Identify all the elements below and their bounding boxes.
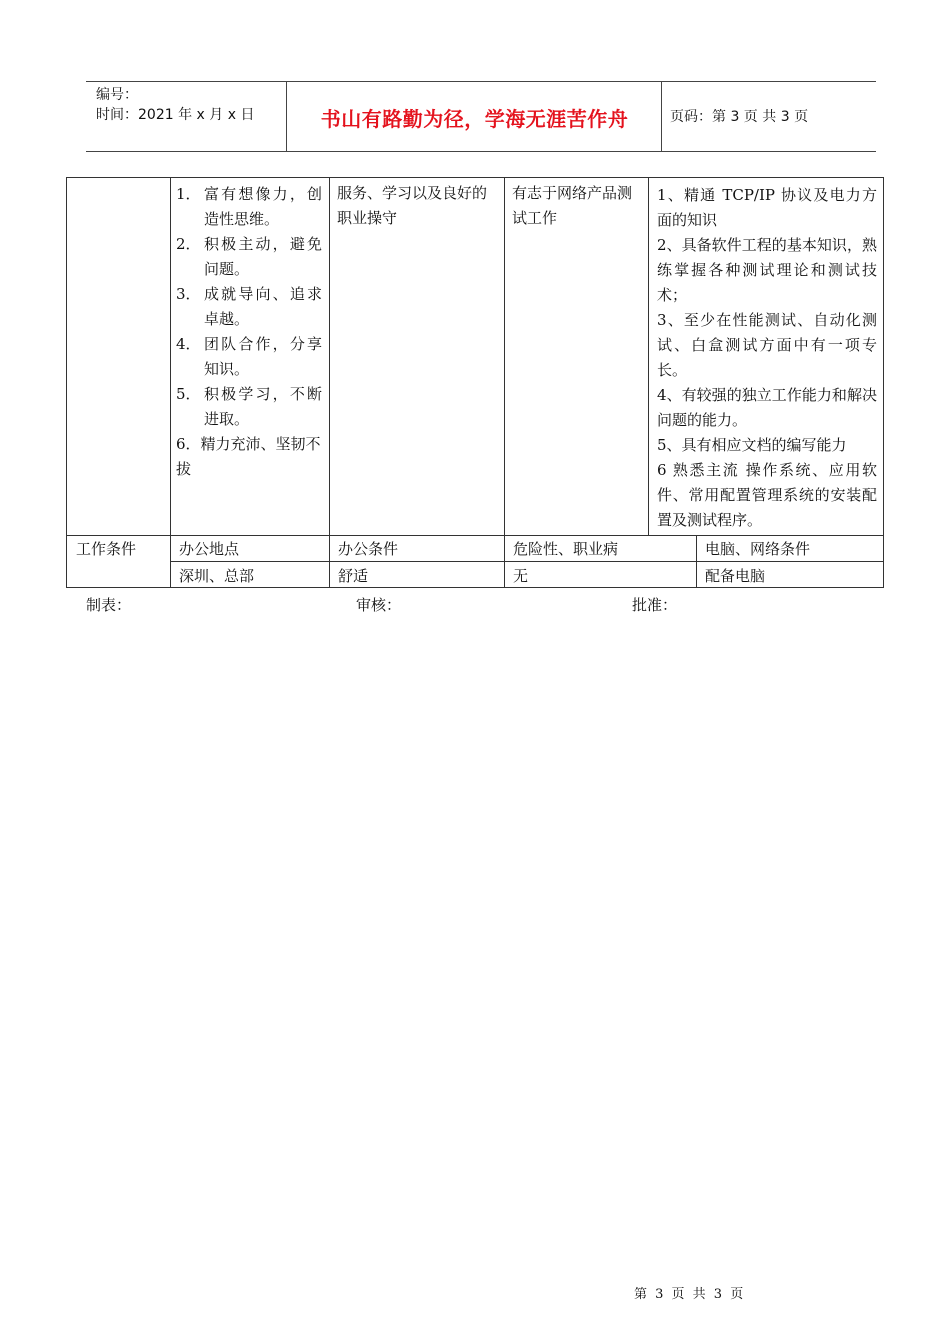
table-cell: 配备电脑 bbox=[705, 567, 766, 585]
made-by-label: 制表： bbox=[86, 596, 132, 614]
table-header-cell: 办公条件 bbox=[338, 540, 399, 558]
requirements-list bbox=[657, 183, 877, 533]
header-motto: 书山有路勤为径，学海无涯苦作舟 bbox=[320, 107, 629, 131]
list-item: 2． 积极主动，避免问题。 bbox=[176, 235, 322, 278]
list-item: 3、至少在性能测试、自动化测试、白盒测试方面中有一项专长。 bbox=[657, 311, 877, 379]
header-divider bbox=[286, 82, 287, 151]
list-item: 5． 积极学习，不断进取。 bbox=[176, 385, 322, 428]
page-info: 页码：第 3 页 共 3 页 bbox=[670, 109, 809, 125]
list-item: 4、有较强的独立工作能力和解决问题的能力。 bbox=[657, 386, 877, 429]
list-item: 1． 富有想像力，创造性思维。 bbox=[176, 185, 322, 228]
list-item: 6．精力充沛、坚韧不拔 bbox=[176, 435, 321, 478]
work-conditions-label: 工作条件 bbox=[76, 540, 137, 558]
table-header-cell: 电脑、网络条件 bbox=[705, 540, 811, 558]
qualities-list bbox=[176, 182, 322, 482]
list-item: 6 熟悉主流 操作系统、应用软件、常用配置管理系统的安装配置及测试程序。 bbox=[657, 461, 877, 529]
document-date: 时间：2021 年 x 月 x 日 bbox=[96, 107, 255, 123]
service-cell: 服务、学习以及良好的职业操守 bbox=[337, 184, 488, 227]
document-number: 编号： bbox=[96, 87, 138, 103]
list-item: 5、具有相应文档的编写能力 bbox=[657, 436, 847, 454]
job-requirements-table bbox=[66, 177, 884, 588]
list-item: 2、具备软件工程的基本知识，熟练掌握各种测试理论和测试技术； bbox=[657, 236, 877, 304]
table-header-cell: 危险性、职业病 bbox=[513, 540, 619, 558]
table-cell: 深圳、总部 bbox=[179, 567, 255, 585]
list-item: 3． 成就导向、追求卓越。 bbox=[176, 285, 322, 328]
table-cell: 无 bbox=[513, 567, 529, 585]
list-item: 4． 团队合作，分享知识。 bbox=[176, 335, 322, 378]
page-footer: 第 3 页 共 3 页 bbox=[634, 1287, 746, 1302]
table-header-cell: 办公地点 bbox=[179, 540, 240, 558]
list-item: 1、精通 TCP/IP 协议及电力方面的知识 bbox=[657, 186, 877, 229]
header-divider bbox=[661, 82, 662, 151]
reviewed-by-label: 审核： bbox=[356, 596, 402, 614]
table-cell: 舒适 bbox=[338, 567, 369, 585]
approved-by-label: 批准： bbox=[632, 596, 678, 614]
header-meta bbox=[96, 85, 254, 125]
document-header bbox=[86, 81, 876, 152]
ambition-cell: 有志于网络产品测试工作 bbox=[512, 184, 633, 227]
